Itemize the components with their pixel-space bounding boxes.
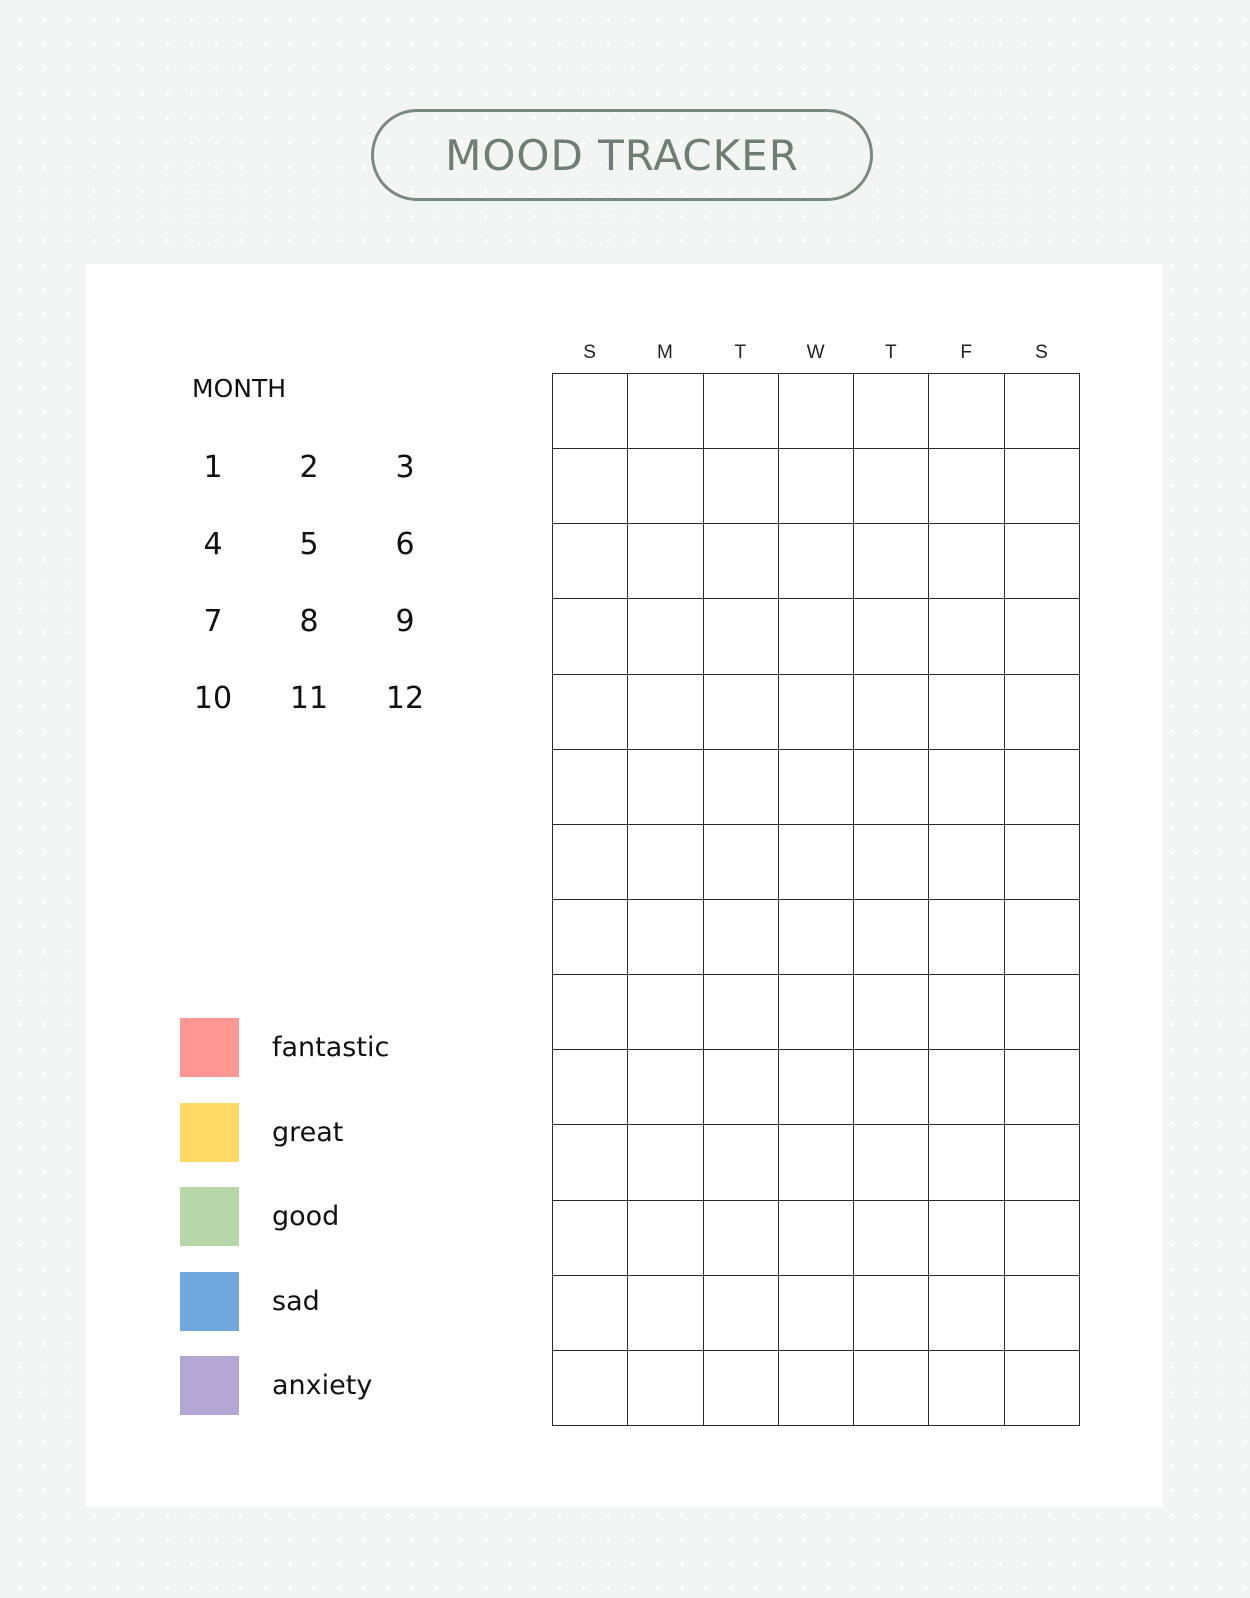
title-banner — [371, 109, 873, 201]
day-cell[interactable] — [854, 1201, 929, 1276]
day-cell[interactable] — [553, 825, 628, 900]
day-cell[interactable] — [553, 750, 628, 825]
day-cell[interactable] — [854, 449, 929, 524]
weekday-label: S — [1035, 342, 1048, 363]
color-swatch — [180, 1272, 239, 1331]
day-cell[interactable] — [854, 900, 929, 975]
day-cell[interactable] — [779, 599, 854, 674]
day-cell[interactable] — [1005, 1050, 1080, 1125]
month-option[interactable]: 2 — [299, 450, 319, 485]
day-cell[interactable] — [704, 449, 779, 524]
day-cell[interactable] — [854, 599, 929, 674]
day-cell[interactable] — [1005, 449, 1080, 524]
day-cell[interactable] — [779, 524, 854, 599]
legend-label: sad — [272, 1285, 320, 1317]
day-cell[interactable] — [704, 675, 779, 750]
day-cell[interactable] — [1005, 1276, 1080, 1351]
day-cell[interactable] — [628, 449, 703, 524]
day-cell[interactable] — [929, 374, 1004, 449]
day-cell[interactable] — [779, 1125, 854, 1200]
day-cell[interactable] — [779, 1050, 854, 1125]
color-swatch — [180, 1103, 239, 1162]
day-cell[interactable] — [628, 1050, 703, 1125]
day-cell[interactable] — [854, 1125, 929, 1200]
day-cell[interactable] — [779, 1351, 854, 1426]
day-cell[interactable] — [704, 975, 779, 1050]
month-option[interactable]: 4 — [203, 527, 223, 562]
day-cell[interactable] — [1005, 750, 1080, 825]
day-cell[interactable] — [628, 1125, 703, 1200]
month-option[interactable]: 7 — [203, 604, 223, 639]
legend-label: fantastic — [272, 1032, 390, 1063]
day-cell[interactable] — [1005, 599, 1080, 674]
weekday-label: T — [885, 342, 897, 363]
weekday-label: S — [583, 342, 596, 363]
day-cell[interactable] — [929, 825, 1004, 900]
day-cell[interactable] — [779, 750, 854, 825]
month-option[interactable]: 11 — [289, 681, 329, 716]
legend-item — [180, 1187, 389, 1246]
day-cell[interactable] — [929, 1125, 1004, 1200]
day-cell[interactable] — [628, 975, 703, 1050]
weekday-label: M — [657, 342, 673, 363]
day-cell[interactable] — [704, 900, 779, 975]
day-cell[interactable] — [553, 1050, 628, 1125]
day-cell[interactable] — [854, 1351, 929, 1426]
day-cell[interactable] — [1005, 975, 1080, 1050]
day-cell[interactable] — [1005, 1125, 1080, 1200]
day-cell[interactable] — [704, 825, 779, 900]
day-cell[interactable] — [704, 1201, 779, 1276]
color-swatch — [180, 1356, 239, 1415]
day-cell[interactable] — [553, 675, 628, 750]
day-cell[interactable] — [854, 524, 929, 599]
legend-item — [180, 1356, 389, 1415]
day-cell[interactable] — [628, 1351, 703, 1426]
weekday-header — [552, 342, 1080, 364]
day-cell[interactable] — [553, 524, 628, 599]
day-cell[interactable] — [628, 1201, 703, 1276]
legend-item — [180, 1018, 389, 1077]
day-cell[interactable] — [779, 1201, 854, 1276]
month-option[interactable]: 12 — [385, 681, 425, 716]
day-cell[interactable] — [628, 599, 703, 674]
day-cell[interactable] — [628, 900, 703, 975]
month-selector — [165, 440, 453, 748]
day-cell[interactable] — [704, 524, 779, 599]
day-cell[interactable] — [929, 1276, 1004, 1351]
day-cell[interactable] — [779, 825, 854, 900]
page-title: MOOD TRACKER — [445, 130, 799, 180]
day-cell[interactable] — [628, 374, 703, 449]
color-swatch — [180, 1187, 239, 1246]
day-cell[interactable] — [553, 1276, 628, 1351]
day-cell[interactable] — [929, 449, 1004, 524]
day-cell[interactable] — [929, 599, 1004, 674]
day-cell[interactable] — [854, 374, 929, 449]
color-swatch — [180, 1018, 239, 1077]
day-cell[interactable] — [704, 374, 779, 449]
day-cell[interactable] — [1005, 524, 1080, 599]
day-cell[interactable] — [854, 750, 929, 825]
month-label: MONTH — [192, 374, 287, 403]
day-cell[interactable] — [628, 675, 703, 750]
day-cell[interactable] — [929, 675, 1004, 750]
legend-label: great — [272, 1116, 344, 1148]
day-cell[interactable] — [553, 1201, 628, 1276]
day-cell[interactable] — [553, 975, 628, 1050]
legend-item — [180, 1272, 389, 1331]
month-option[interactable]: 10 — [193, 681, 233, 716]
day-cell[interactable] — [929, 524, 1004, 599]
day-cell[interactable] — [929, 1050, 1004, 1125]
day-cell[interactable] — [929, 750, 1004, 825]
month-option[interactable]: 1 — [203, 450, 223, 485]
month-option[interactable]: 9 — [395, 604, 415, 639]
day-cell[interactable] — [553, 374, 628, 449]
weekday-label: W — [806, 342, 825, 363]
day-cell[interactable] — [1005, 1351, 1080, 1426]
mood-legend — [180, 1018, 389, 1441]
day-cell[interactable] — [929, 900, 1004, 975]
day-cell[interactable] — [553, 1125, 628, 1200]
day-cell[interactable] — [1005, 1201, 1080, 1276]
day-cell[interactable] — [1005, 825, 1080, 900]
month-option[interactable]: 3 — [395, 450, 415, 485]
day-cell[interactable] — [704, 750, 779, 825]
day-cell[interactable] — [779, 975, 854, 1050]
day-cell[interactable] — [854, 975, 929, 1050]
month-option[interactable]: 8 — [299, 604, 319, 639]
day-cell[interactable] — [779, 900, 854, 975]
legend-label: anxiety — [272, 1370, 373, 1401]
month-option[interactable]: 5 — [299, 527, 319, 562]
day-cell[interactable] — [553, 449, 628, 524]
day-cell[interactable] — [553, 1351, 628, 1426]
day-cell[interactable] — [704, 1050, 779, 1125]
weekday-label: T — [734, 342, 747, 363]
day-cell[interactable] — [854, 1050, 929, 1125]
day-cell[interactable] — [1005, 374, 1080, 449]
day-cell[interactable] — [854, 675, 929, 750]
day-cell[interactable] — [929, 975, 1004, 1050]
day-cell[interactable] — [704, 599, 779, 674]
day-cell[interactable] — [779, 449, 854, 524]
day-cell[interactable] — [704, 1125, 779, 1200]
day-cell[interactable] — [628, 1276, 703, 1351]
day-cell[interactable] — [1005, 675, 1080, 750]
day-cell[interactable] — [779, 675, 854, 750]
legend-item — [180, 1103, 389, 1162]
day-cell[interactable] — [854, 825, 929, 900]
day-cell[interactable] — [628, 750, 703, 825]
day-cell[interactable] — [929, 1201, 1004, 1276]
day-cell[interactable] — [929, 1351, 1004, 1426]
day-cell[interactable] — [553, 900, 628, 975]
weekday-label: F — [960, 342, 972, 363]
day-cell[interactable] — [553, 599, 628, 674]
day-cell[interactable] — [704, 1276, 779, 1351]
day-cell[interactable] — [1005, 900, 1080, 975]
day-cell[interactable] — [854, 1276, 929, 1351]
month-option[interactable]: 6 — [395, 527, 415, 562]
day-cell[interactable] — [628, 524, 703, 599]
day-cell[interactable] — [704, 1351, 779, 1426]
mood-grid — [552, 373, 1080, 1426]
day-cell[interactable] — [779, 374, 854, 449]
day-cell[interactable] — [779, 1276, 854, 1351]
legend-label: good — [272, 1201, 340, 1232]
day-cell[interactable] — [628, 825, 703, 900]
